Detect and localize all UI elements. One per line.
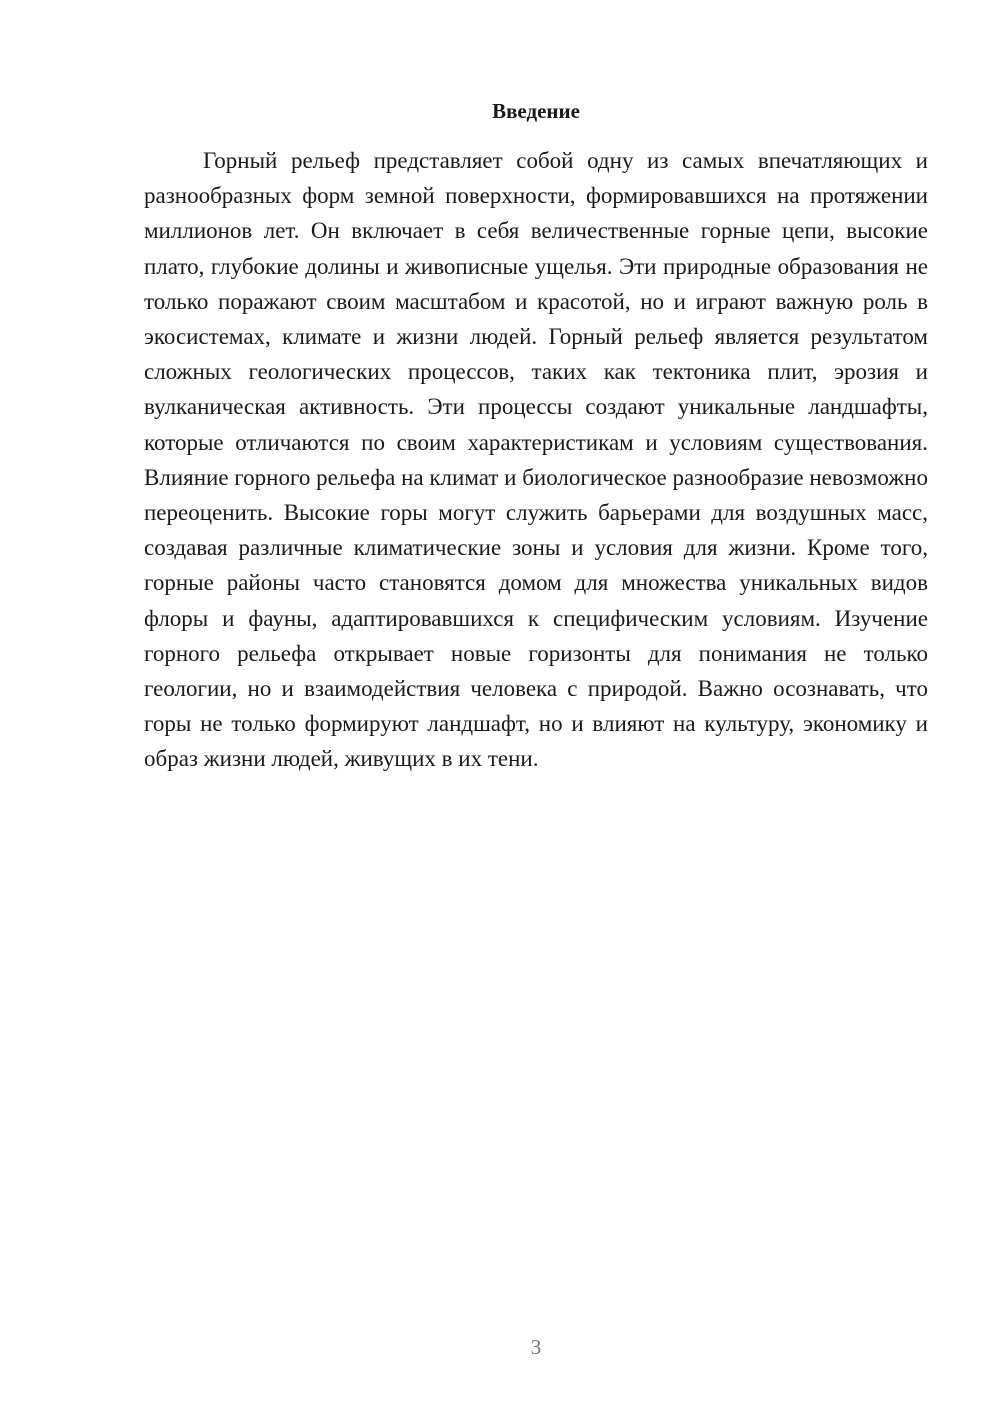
body-paragraph: Горный рельеф представляет собой одну из самых впечатляющих и разнообразных форм земной поверхности, формировавшихся на протяжении миллионов лет. Он включает в себя величественные горные цепи, высокие плато, глубокие долины и живописные ущелья. Эти природные образования не только поражают своим масштабом и красотой, но и играют важную роль в экосистемах, климате и жизни людей. Горный рельеф является результатом сложных геологических процессов, таких как тектоника плит, эрозия и вулканическая активность. Эти процессы создают уникальные ландшафты, которые отличаются по своим характеристикам и условиям существования. Влияние горного рельефа на климат и биологическое разнообразие невозможно переоценить. Высокие горы могут служить барьерами для воздушных масс, создавая различные климатические зоны и условия для жизни. Кроме того, горные районы часто становятся домом для множества уникальных видов флоры и фауны, адаптировавшихся к специфическим условиям. Изучение горного рельефа открывает новые горизонты для понимания не только геологии, но и взаимодействия человека с природой. Важно осознавать, что горы не только формируют ландшафт, но и влияют на культуру, экономику и образ жизни людей, живущих в их тени. bbox=[144, 148, 928, 772]
section-heading: Введение bbox=[492, 99, 580, 123]
page-number: 3 bbox=[530, 1335, 542, 1359]
